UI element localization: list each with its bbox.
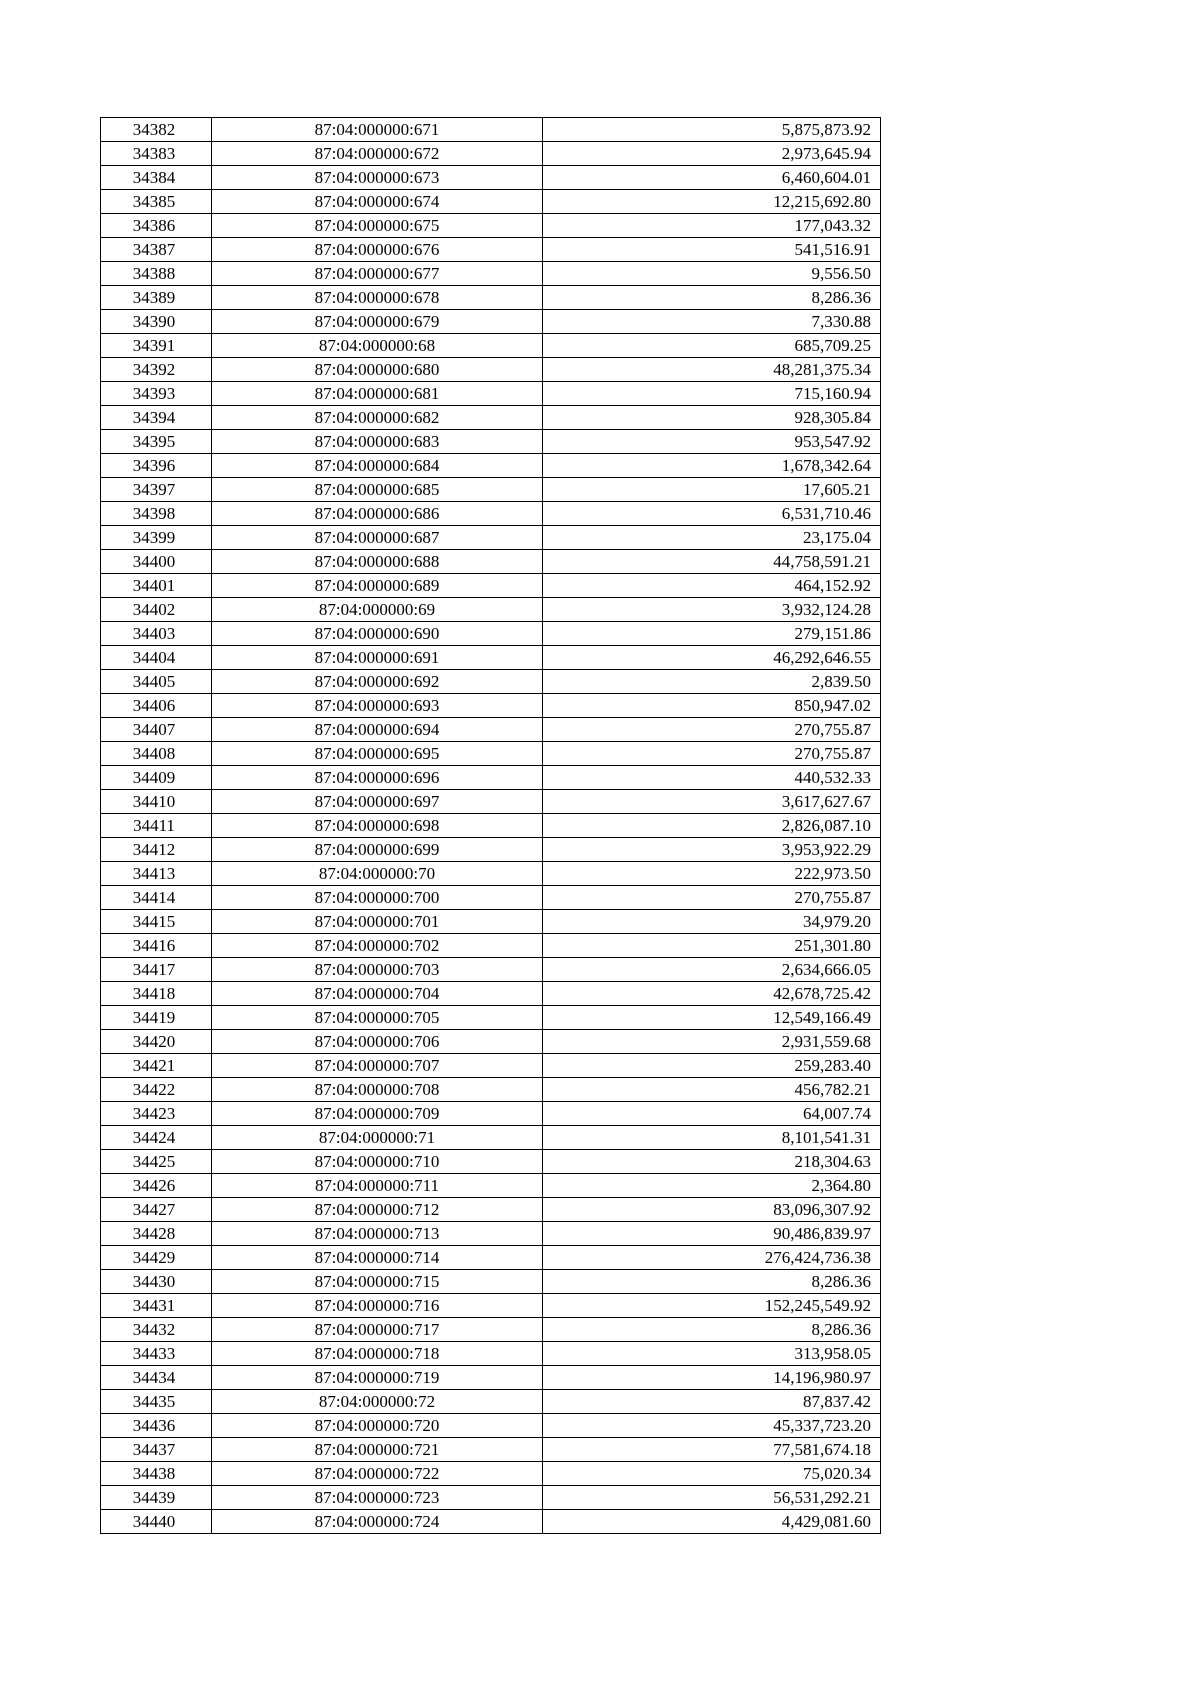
row-number-cell: 34421 [101,1054,212,1078]
row-number-cell: 34436 [101,1414,212,1438]
cadastral-number-cell: 87:04:000000:698 [212,814,543,838]
row-number-cell: 34405 [101,670,212,694]
cadastral-number-cell: 87:04:000000:721 [212,1438,543,1462]
table-row [101,334,881,358]
cadastral-number-cell: 87:04:000000:692 [212,670,543,694]
cadastral-number-cell: 87:04:000000:687 [212,526,543,550]
table-row [101,982,881,1006]
cadastral-number-cell: 87:04:000000:723 [212,1486,543,1510]
row-number-cell: 34425 [101,1150,212,1174]
value-cell: 2,931,559.68 [543,1030,881,1054]
table-row [101,358,881,382]
cadastral-number-cell: 87:04:000000:680 [212,358,543,382]
value-cell: 14,196,980.97 [543,1366,881,1390]
row-number-cell: 34395 [101,430,212,454]
row-number-cell: 34420 [101,1030,212,1054]
row-number-cell: 34383 [101,142,212,166]
table-row [101,718,881,742]
table-row [101,1006,881,1030]
cadastral-number-cell: 87:04:000000:716 [212,1294,543,1318]
table-row [101,1174,881,1198]
table-row [101,454,881,478]
table-row [101,430,881,454]
table-row [101,1318,881,1342]
value-cell: 440,532.33 [543,766,881,790]
table-row [101,934,881,958]
table-row [101,382,881,406]
table-row [101,694,881,718]
row-number-cell: 34382 [101,118,212,142]
cadastral-number-cell: 87:04:000000:720 [212,1414,543,1438]
table-row [101,814,881,838]
cadastral-number-cell: 87:04:000000:682 [212,406,543,430]
cadastral-number-cell: 87:04:000000:702 [212,934,543,958]
cadastral-number-cell: 87:04:000000:701 [212,910,543,934]
cadastral-number-cell: 87:04:000000:672 [212,142,543,166]
value-cell: 279,151.86 [543,622,881,646]
row-number-cell: 34399 [101,526,212,550]
value-cell: 9,556.50 [543,262,881,286]
cadastral-number-cell: 87:04:000000:712 [212,1198,543,1222]
cadastral-number-cell: 87:04:000000:715 [212,1270,543,1294]
cadastral-number-cell: 87:04:000000:711 [212,1174,543,1198]
value-cell: 64,007.74 [543,1102,881,1126]
cadastral-number-cell: 87:04:000000:722 [212,1462,543,1486]
cadastral-number-cell: 87:04:000000:697 [212,790,543,814]
cadastral-number-cell: 87:04:000000:674 [212,190,543,214]
table-row [101,310,881,334]
table-row [101,766,881,790]
row-number-cell: 34428 [101,1222,212,1246]
cadastral-number-cell: 87:04:000000:72 [212,1390,543,1414]
cadastral-number-cell: 87:04:000000:709 [212,1102,543,1126]
row-number-cell: 34411 [101,814,212,838]
table-row [101,142,881,166]
row-number-cell: 34408 [101,742,212,766]
row-number-cell: 34398 [101,502,212,526]
cadastral-number-cell: 87:04:000000:710 [212,1150,543,1174]
row-number-cell: 34389 [101,286,212,310]
row-number-cell: 34384 [101,166,212,190]
cadastral-number-cell: 87:04:000000:671 [212,118,543,142]
row-number-cell: 34427 [101,1198,212,1222]
value-cell: 42,678,725.42 [543,982,881,1006]
value-cell: 90,486,839.97 [543,1222,881,1246]
value-cell: 222,973.50 [543,862,881,886]
value-cell: 6,460,604.01 [543,166,881,190]
value-cell: 5,875,873.92 [543,118,881,142]
row-number-cell: 34419 [101,1006,212,1030]
table-row [101,118,881,142]
row-number-cell: 34429 [101,1246,212,1270]
value-cell: 75,020.34 [543,1462,881,1486]
table-row [101,238,881,262]
value-cell: 850,947.02 [543,694,881,718]
table-row [101,910,881,934]
value-cell: 270,755.87 [543,886,881,910]
value-cell: 77,581,674.18 [543,1438,881,1462]
value-cell: 87,837.42 [543,1390,881,1414]
row-number-cell: 34400 [101,550,212,574]
cadastral-number-cell: 87:04:000000:681 [212,382,543,406]
cadastral-number-cell: 87:04:000000:713 [212,1222,543,1246]
value-cell: 46,292,646.55 [543,646,881,670]
cadastral-number-cell: 87:04:000000:705 [212,1006,543,1030]
table-row [101,1222,881,1246]
table-row [101,790,881,814]
table-row [101,1390,881,1414]
cadastral-number-cell: 87:04:000000:678 [212,286,543,310]
table-row [101,1486,881,1510]
value-cell: 48,281,375.34 [543,358,881,382]
cadastral-number-cell: 87:04:000000:695 [212,742,543,766]
cadastral-number-cell: 87:04:000000:677 [212,262,543,286]
table-row [101,598,881,622]
cadastral-number-cell: 87:04:000000:70 [212,862,543,886]
value-cell: 1,678,342.64 [543,454,881,478]
value-cell: 270,755.87 [543,742,881,766]
table-row [101,1342,881,1366]
value-cell: 12,549,166.49 [543,1006,881,1030]
value-cell: 2,826,087.10 [543,814,881,838]
value-cell: 2,839.50 [543,670,881,694]
value-cell: 715,160.94 [543,382,881,406]
cadastral-number-cell: 87:04:000000:673 [212,166,543,190]
table-row [101,1150,881,1174]
table-row [101,550,881,574]
value-cell: 3,617,627.67 [543,790,881,814]
row-number-cell: 34426 [101,1174,212,1198]
row-number-cell: 34417 [101,958,212,982]
table-row [101,1270,881,1294]
cadastral-number-cell: 87:04:000000:675 [212,214,543,238]
row-number-cell: 34407 [101,718,212,742]
row-number-cell: 34393 [101,382,212,406]
table-row [101,1462,881,1486]
table-row [101,838,881,862]
row-number-cell: 34433 [101,1342,212,1366]
row-number-cell: 34397 [101,478,212,502]
row-number-cell: 34435 [101,1390,212,1414]
cadastral-number-cell: 87:04:000000:690 [212,622,543,646]
value-cell: 464,152.92 [543,574,881,598]
value-cell: 8,101,541.31 [543,1126,881,1150]
value-cell: 8,286.36 [543,1318,881,1342]
table-row [101,646,881,670]
row-number-cell: 34440 [101,1510,212,1534]
table-row [101,622,881,646]
row-number-cell: 34388 [101,262,212,286]
table-row [101,862,881,886]
row-number-cell: 34423 [101,1102,212,1126]
table-row [101,262,881,286]
row-number-cell: 34437 [101,1438,212,1462]
value-cell: 270,755.87 [543,718,881,742]
table-body [101,118,881,1534]
value-cell: 218,304.63 [543,1150,881,1174]
value-cell: 2,364.80 [543,1174,881,1198]
table-row [101,166,881,190]
row-number-cell: 34402 [101,598,212,622]
cadastral-number-cell: 87:04:000000:717 [212,1318,543,1342]
cadastral-number-cell: 87:04:000000:694 [212,718,543,742]
table-row [101,1246,881,1270]
table-row [101,1102,881,1126]
table-row [101,1294,881,1318]
value-cell: 12,215,692.80 [543,190,881,214]
value-cell: 259,283.40 [543,1054,881,1078]
value-cell: 177,043.32 [543,214,881,238]
row-number-cell: 34404 [101,646,212,670]
table-row [101,214,881,238]
row-number-cell: 34418 [101,982,212,1006]
value-cell: 953,547.92 [543,430,881,454]
cadastral-number-cell: 87:04:000000:696 [212,766,543,790]
value-cell: 276,424,736.38 [543,1246,881,1270]
row-number-cell: 34438 [101,1462,212,1486]
value-cell: 152,245,549.92 [543,1294,881,1318]
row-number-cell: 34406 [101,694,212,718]
cadastral-number-cell: 87:04:000000:71 [212,1126,543,1150]
table-row [101,478,881,502]
table-row [101,526,881,550]
value-cell: 7,330.88 [543,310,881,334]
row-number-cell: 34403 [101,622,212,646]
table-row [101,742,881,766]
value-cell: 8,286.36 [543,286,881,310]
value-cell: 83,096,307.92 [543,1198,881,1222]
cadastral-number-cell: 87:04:000000:699 [212,838,543,862]
value-cell: 34,979.20 [543,910,881,934]
row-number-cell: 34439 [101,1486,212,1510]
row-number-cell: 34385 [101,190,212,214]
value-cell: 6,531,710.46 [543,502,881,526]
value-cell: 8,286.36 [543,1270,881,1294]
cadastral-number-cell: 87:04:000000:685 [212,478,543,502]
value-cell: 4,429,081.60 [543,1510,881,1534]
value-cell: 3,932,124.28 [543,598,881,622]
value-cell: 928,305.84 [543,406,881,430]
row-number-cell: 34415 [101,910,212,934]
cadastral-number-cell: 87:04:000000:691 [212,646,543,670]
cadastral-number-cell: 87:04:000000:700 [212,886,543,910]
cadastral-number-cell: 87:04:000000:708 [212,1078,543,1102]
cadastral-number-cell: 87:04:000000:703 [212,958,543,982]
cadastral-number-cell: 87:04:000000:689 [212,574,543,598]
table-row [101,1438,881,1462]
cadastral-number-cell: 87:04:000000:718 [212,1342,543,1366]
table-row [101,1510,881,1534]
value-cell: 44,758,591.21 [543,550,881,574]
cadastral-number-cell: 87:04:000000:676 [212,238,543,262]
cadastral-number-cell: 87:04:000000:693 [212,694,543,718]
value-cell: 685,709.25 [543,334,881,358]
cadastral-number-cell: 87:04:000000:706 [212,1030,543,1054]
row-number-cell: 34422 [101,1078,212,1102]
table-row [101,1414,881,1438]
cadastral-number-cell: 87:04:000000:684 [212,454,543,478]
value-cell: 3,953,922.29 [543,838,881,862]
table-row [101,958,881,982]
row-number-cell: 34391 [101,334,212,358]
table-row [101,190,881,214]
row-number-cell: 34396 [101,454,212,478]
table-row [101,286,881,310]
value-cell: 541,516.91 [543,238,881,262]
table-row [101,1078,881,1102]
cadastral-number-cell: 87:04:000000:69 [212,598,543,622]
row-number-cell: 34392 [101,358,212,382]
row-number-cell: 34424 [101,1126,212,1150]
value-cell: 45,337,723.20 [543,1414,881,1438]
table-row [101,670,881,694]
value-cell: 23,175.04 [543,526,881,550]
table-row [101,1030,881,1054]
cadastral-number-cell: 87:04:000000:707 [212,1054,543,1078]
row-number-cell: 34413 [101,862,212,886]
table-row [101,1126,881,1150]
cadastral-number-cell: 87:04:000000:679 [212,310,543,334]
cadastral-number-cell: 87:04:000000:683 [212,430,543,454]
cadastral-number-cell: 87:04:000000:714 [212,1246,543,1270]
table-row [101,574,881,598]
data-table [100,117,881,1534]
row-number-cell: 34390 [101,310,212,334]
row-number-cell: 34434 [101,1366,212,1390]
table-row [101,1198,881,1222]
row-number-cell: 34412 [101,838,212,862]
row-number-cell: 34394 [101,406,212,430]
row-number-cell: 34416 [101,934,212,958]
cadastral-number-cell: 87:04:000000:719 [212,1366,543,1390]
value-cell: 17,605.21 [543,478,881,502]
row-number-cell: 34430 [101,1270,212,1294]
row-number-cell: 34410 [101,790,212,814]
value-cell: 2,634,666.05 [543,958,881,982]
row-number-cell: 34409 [101,766,212,790]
value-cell: 251,301.80 [543,934,881,958]
cadastral-number-cell: 87:04:000000:686 [212,502,543,526]
row-number-cell: 34432 [101,1318,212,1342]
table-row [101,1054,881,1078]
row-number-cell: 34401 [101,574,212,598]
cadastral-number-cell: 87:04:000000:724 [212,1510,543,1534]
value-cell: 2,973,645.94 [543,142,881,166]
value-cell: 456,782.21 [543,1078,881,1102]
cadastral-number-cell: 87:04:000000:704 [212,982,543,1006]
cadastral-number-cell: 87:04:000000:688 [212,550,543,574]
row-number-cell: 34414 [101,886,212,910]
table-row [101,406,881,430]
cadastral-number-cell: 87:04:000000:68 [212,334,543,358]
table-row [101,886,881,910]
row-number-cell: 34387 [101,238,212,262]
value-cell: 313,958.05 [543,1342,881,1366]
table-row [101,502,881,526]
row-number-cell: 34431 [101,1294,212,1318]
row-number-cell: 34386 [101,214,212,238]
value-cell: 56,531,292.21 [543,1486,881,1510]
table-row [101,1366,881,1390]
